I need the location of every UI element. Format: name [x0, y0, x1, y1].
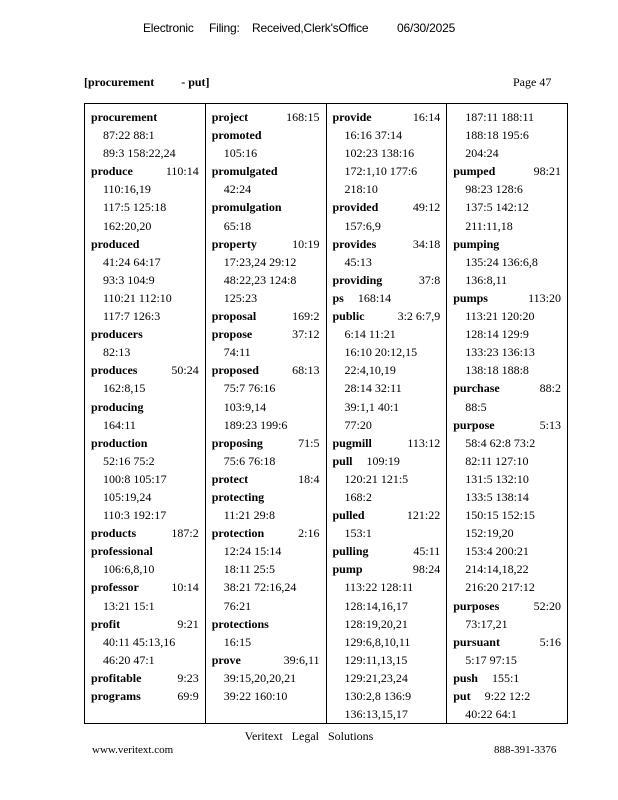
- index-entry: [212, 524, 326, 542]
- e-filing-received: Received,Clerk'sOffice: [252, 21, 369, 35]
- index-term: purchase: [453, 381, 500, 396]
- index-ref: 71:5: [298, 435, 320, 450]
- index-ref-line: 52:16 75:2: [103, 453, 155, 468]
- footer-phone: 888-391-3376: [494, 744, 557, 756]
- index-term: producers: [91, 327, 143, 342]
- index-ref-line: 172:1,10 177:6: [344, 164, 418, 179]
- index-ref: 39:6,11: [283, 652, 320, 667]
- index-ref-line: 87:22 88:1: [103, 128, 155, 143]
- index-ref: 37:8: [418, 272, 441, 287]
- index-ref: 10:19: [292, 236, 320, 251]
- index-ref-line: 129:6,8,10,11: [344, 634, 411, 649]
- index-term: pull: [332, 453, 353, 468]
- index-ref: 50:24: [171, 363, 199, 378]
- index-term: profit: [91, 616, 121, 631]
- e-filing-filing: Filing:: [209, 21, 240, 35]
- index-ref-line: 88:5: [465, 399, 487, 414]
- index-ref-line: 42:24: [223, 182, 252, 197]
- index-entry: [212, 470, 326, 488]
- index-term: pulled: [332, 508, 365, 523]
- index-term: pumps: [453, 290, 488, 305]
- index-term: protecting: [211, 489, 265, 504]
- index-ref-line: 110:21 112:10: [103, 290, 172, 305]
- index-ref: 9:23: [177, 670, 199, 685]
- index-term: produce: [91, 164, 133, 179]
- index-ref-line: 128:19,20,21: [344, 616, 408, 631]
- index-ref: 2:16: [298, 526, 320, 541]
- index-term: programs: [91, 689, 141, 703]
- index-entry: [91, 578, 205, 596]
- index-ref: 169:2: [292, 309, 320, 324]
- index-ref: 37:12: [292, 327, 320, 342]
- index-ref-line: 162:20,20: [103, 218, 152, 233]
- e-filing-label: Electronic: [143, 21, 194, 35]
- index-entry: [91, 235, 205, 253]
- index-entry: [212, 325, 326, 343]
- index-entry: [91, 162, 205, 180]
- index-entry: [91, 398, 205, 416]
- index-ref: 98:21: [533, 164, 561, 179]
- index-ref-line: 16:16 37:14: [344, 128, 403, 143]
- index-term: procurement: [91, 110, 158, 124]
- index-ref-line: 75:6 76:18: [223, 453, 276, 468]
- index-ref: 18:4: [298, 471, 320, 486]
- index-ref-line: 76:21: [223, 598, 252, 613]
- index-ref-line: 89:3 158:22,24: [103, 146, 176, 161]
- index-ref-line: 188:18 195:6: [465, 128, 529, 143]
- index-term: pugmill: [332, 435, 372, 450]
- index-entry: [91, 615, 205, 633]
- index-entry: [91, 325, 205, 343]
- index-ref-line: 152:19,20: [465, 526, 514, 541]
- index-ref-line: 150:15 152:15: [465, 508, 535, 523]
- index-term: protections: [211, 616, 269, 631]
- index-ref-line: 136:13,15,17: [344, 707, 408, 722]
- index-column: [447, 104, 567, 723]
- index-ref-line: 120:21 121:5: [344, 471, 409, 486]
- index-ref: 9:21: [177, 616, 199, 631]
- word-index-table: [84, 103, 568, 724]
- index-ref-line: 40:22 64:1: [465, 707, 517, 722]
- index-entry: [212, 108, 326, 126]
- index-entry: [453, 379, 567, 397]
- index-ref-line: 5:17 97:15: [465, 652, 517, 667]
- index-ref-line: 75:7 76:16: [223, 381, 276, 396]
- index-term: pumped: [453, 164, 496, 179]
- index-ref: 10:14: [171, 580, 199, 595]
- index-ref: 168:15: [286, 110, 320, 124]
- index-ref-line: 211:11,18: [465, 218, 513, 233]
- index-entry: [212, 615, 326, 633]
- index-entry: [333, 307, 447, 325]
- index-ref-line: 113:22 128:11: [344, 580, 414, 595]
- index-entry: [453, 235, 567, 253]
- index-entry: [91, 108, 205, 126]
- index-entry: [333, 506, 447, 524]
- index-ref-line: 102:23 138:16: [344, 146, 415, 161]
- index-term: promoted: [211, 128, 262, 143]
- index-ref: 68:13: [292, 363, 320, 378]
- index-entry: [91, 434, 205, 452]
- index-ref-line: 106:6,8,10: [103, 562, 155, 577]
- index-ref: 5:16: [539, 634, 561, 649]
- index-entry: [91, 687, 205, 705]
- page-number: Page 47: [513, 75, 552, 89]
- index-term: produced: [91, 236, 140, 251]
- index-ref-line: 129:21,23,24: [344, 670, 408, 685]
- index-entry: [212, 162, 326, 180]
- index-ref: 5:13: [539, 417, 561, 432]
- index-ref-line: 40:11 45:13,16: [103, 634, 176, 649]
- index-ref-line: 16:10 20:12,15: [344, 345, 418, 360]
- index-term: professor: [91, 580, 139, 595]
- index-ref: 52:20: [533, 598, 561, 613]
- index-term: pulling: [332, 544, 369, 559]
- index-column: [327, 104, 448, 723]
- index-ref-line: 133:23 136:13: [465, 345, 535, 360]
- index-ref-line: 41:24 64:17: [103, 254, 161, 269]
- index-entry: [453, 687, 567, 705]
- index-term: promulgation: [211, 200, 282, 215]
- index-term: proposed: [211, 363, 259, 378]
- index-column: [85, 104, 206, 723]
- index-entry: [453, 162, 567, 180]
- index-ref-line: 45:13: [344, 254, 372, 269]
- index-term: push: [453, 670, 478, 685]
- index-entry: [333, 434, 447, 452]
- index-ref-line: 110:16,19: [103, 182, 151, 197]
- index-ref: 88:2: [539, 381, 561, 396]
- index-entry: [91, 524, 205, 542]
- index-ref: 155:1: [491, 670, 520, 685]
- index-ref-line: 6:14 11:21: [344, 327, 396, 342]
- index-ref: 109:19: [366, 453, 400, 468]
- index-ref-line: 98:23 128:6: [465, 182, 523, 197]
- index-term: project: [211, 110, 249, 124]
- index-ref-line: 136:8,11: [465, 272, 508, 287]
- index-entry: [453, 416, 567, 434]
- index-ref-line: 162:8,15: [103, 381, 146, 396]
- index-entry: [333, 198, 447, 216]
- index-term: pursuant: [453, 634, 500, 649]
- index-ref: 110:14: [165, 164, 199, 179]
- index-ref-line: 130:2,8 136:9: [344, 689, 412, 703]
- index-ref-line: 11:21 29:8: [223, 508, 275, 523]
- index-term: pump: [332, 562, 363, 577]
- index-ref: 121:22: [406, 508, 441, 523]
- index-ref-line: 133:5 138:14: [465, 489, 529, 504]
- index-ref-line: 73:17,21: [465, 616, 508, 631]
- index-entry: [453, 597, 567, 615]
- index-ref-line: 164:11: [103, 417, 136, 432]
- index-ref-line: 48:22,23 124:8: [223, 272, 297, 287]
- index-ref: 113:20: [528, 290, 561, 305]
- index-ref-line: 204:24: [465, 146, 499, 161]
- index-ref-line: 28:14 32:11: [344, 381, 402, 396]
- index-term: proposal: [211, 309, 257, 324]
- index-term: products: [91, 526, 137, 541]
- index-ref: 45:11: [413, 544, 441, 559]
- index-term: professional: [91, 544, 153, 559]
- index-ref-line: 39:1,1 40:1: [344, 399, 400, 414]
- index-entry: [453, 633, 567, 651]
- index-entry: [91, 542, 205, 560]
- index-ref-line: 105:19,24: [103, 489, 152, 504]
- index-ref-line: 39:15,20,20,21: [223, 670, 297, 685]
- index-term: producing: [91, 399, 144, 414]
- index-range: [procurement - put]: [84, 75, 210, 89]
- index-ref-line: 187:11 188:11: [465, 110, 535, 124]
- index-term: purpose: [453, 417, 495, 432]
- index-term: provides: [332, 236, 377, 251]
- index-entry: [212, 307, 326, 325]
- index-entry: [333, 560, 447, 578]
- index-term: profitable: [91, 670, 142, 685]
- index-ref: 3:2 6:7,9: [397, 309, 441, 324]
- index-ref: 49:12: [412, 200, 441, 215]
- index-ref: 34:18: [412, 236, 441, 251]
- index-term: prove: [211, 652, 241, 667]
- index-entry: [333, 271, 447, 289]
- index-ref-line: 100:8 105:17: [103, 471, 167, 486]
- index-ref: 16:14: [412, 110, 441, 124]
- index-ref: 168:14: [357, 290, 392, 305]
- index-ref-line: 131:5 132:10: [465, 471, 529, 486]
- index-entry: [212, 198, 326, 216]
- index-entry: [333, 542, 447, 560]
- index-ref-line: 93:3 104:9: [103, 272, 155, 287]
- index-term: put: [453, 689, 471, 703]
- index-entry: [333, 289, 447, 307]
- index-ref-line: 129:11,13,15: [344, 652, 408, 667]
- index-ref: 113:12: [407, 435, 441, 450]
- index-ref-line: 216:20 217:12: [465, 580, 535, 595]
- index-entry: [212, 126, 326, 144]
- index-term: provide: [332, 110, 372, 124]
- index-term: property: [211, 236, 257, 251]
- index-ref-line: 17:23,24 29:12: [223, 254, 297, 269]
- index-ref-line: 125:23: [223, 290, 258, 305]
- index-ref-line: 168:2: [344, 489, 372, 504]
- index-ref: 9:22 12:2: [484, 689, 531, 703]
- index-ref-line: 58:4 62:8 73:2: [465, 435, 536, 450]
- index-ref: 187:2: [171, 526, 199, 541]
- index-entry: [333, 235, 447, 253]
- index-ref-line: 46:20 47:1: [103, 652, 155, 667]
- index-ref-line: 38:21 72:16,24: [223, 580, 297, 595]
- e-filing-date: 06/30/2025: [397, 21, 456, 35]
- index-ref-line: 39:22 160:10: [223, 689, 288, 703]
- index-ref-line: 77:20: [344, 417, 372, 432]
- index-ref-line: 103:9,14: [223, 399, 267, 414]
- index-ref-line: 135:24 136:6,8: [465, 254, 538, 269]
- index-ref-line: 137:5 142:12: [465, 200, 529, 215]
- index-entry: [453, 289, 567, 307]
- index-entry: [212, 235, 326, 253]
- index-ref: 98:24: [412, 562, 441, 577]
- index-entry: [333, 452, 447, 470]
- index-ref-line: 82:11 127:10: [465, 453, 529, 468]
- index-column: [206, 104, 327, 723]
- index-ref-line: 153:1: [344, 526, 372, 541]
- index-term: protect: [211, 471, 249, 486]
- index-term: proposing: [211, 435, 263, 450]
- index-ref-line: 138:18 188:8: [465, 363, 529, 378]
- index-ref-line: 13:21 15:1: [103, 598, 155, 613]
- index-ref-line: 157:6,9: [344, 218, 381, 233]
- index-ref-line: 12:24 15:14: [223, 544, 282, 559]
- index-ref-line: 65:18: [223, 218, 252, 233]
- index-ref-line: 218:10: [344, 182, 378, 197]
- index-term: pumping: [453, 236, 500, 251]
- index-entry: [212, 488, 326, 506]
- index-ref-line: 113:21 120:20: [465, 309, 535, 324]
- index-ref: 69:9: [177, 689, 199, 703]
- footer-vendor: Veritext Legal Solutions: [244, 729, 374, 743]
- index-ref-line: 128:14 129:9: [465, 327, 529, 342]
- index-ref-line: 16:15: [223, 634, 252, 649]
- index-ref-line: 117:5 125:18: [103, 200, 167, 215]
- index-term: propose: [211, 327, 253, 342]
- index-term: provided: [332, 200, 379, 215]
- footer-website: www.veritext.com: [92, 744, 174, 756]
- index-term: purposes: [453, 598, 500, 613]
- index-ref-line: 74:11: [223, 345, 251, 360]
- index-term: protection: [211, 526, 265, 541]
- index-entry: [212, 361, 326, 379]
- index-ref-line: 214:14,18,22: [465, 562, 529, 577]
- index-ref-line: 82:13: [103, 345, 131, 360]
- index-ref-line: 18:11 25:5: [223, 562, 275, 577]
- index-term: providing: [332, 272, 383, 287]
- index-entry: [91, 669, 205, 687]
- index-ref-line: 153:4 200:21: [465, 544, 529, 559]
- index-entry: [212, 651, 326, 669]
- index-term: promulgated: [211, 164, 278, 179]
- index-term: production: [91, 435, 148, 450]
- index-entry: [212, 434, 326, 452]
- index-term: produces: [91, 363, 138, 378]
- index-entry: [91, 361, 205, 379]
- index-entry: [333, 108, 447, 126]
- index-entry: [453, 669, 567, 687]
- index-ref-line: 128:14,16,17: [344, 598, 408, 613]
- index-term: public: [332, 309, 365, 324]
- index-ref-line: 22:4,10,19: [344, 363, 396, 378]
- index-term: ps: [332, 290, 344, 305]
- index-ref-line: 110:3 192:17: [103, 508, 167, 523]
- index-ref-line: 189:23 199:6: [223, 417, 288, 432]
- index-ref-line: 105:16: [223, 146, 258, 161]
- index-ref-line: 117:7 126:3: [103, 309, 161, 324]
